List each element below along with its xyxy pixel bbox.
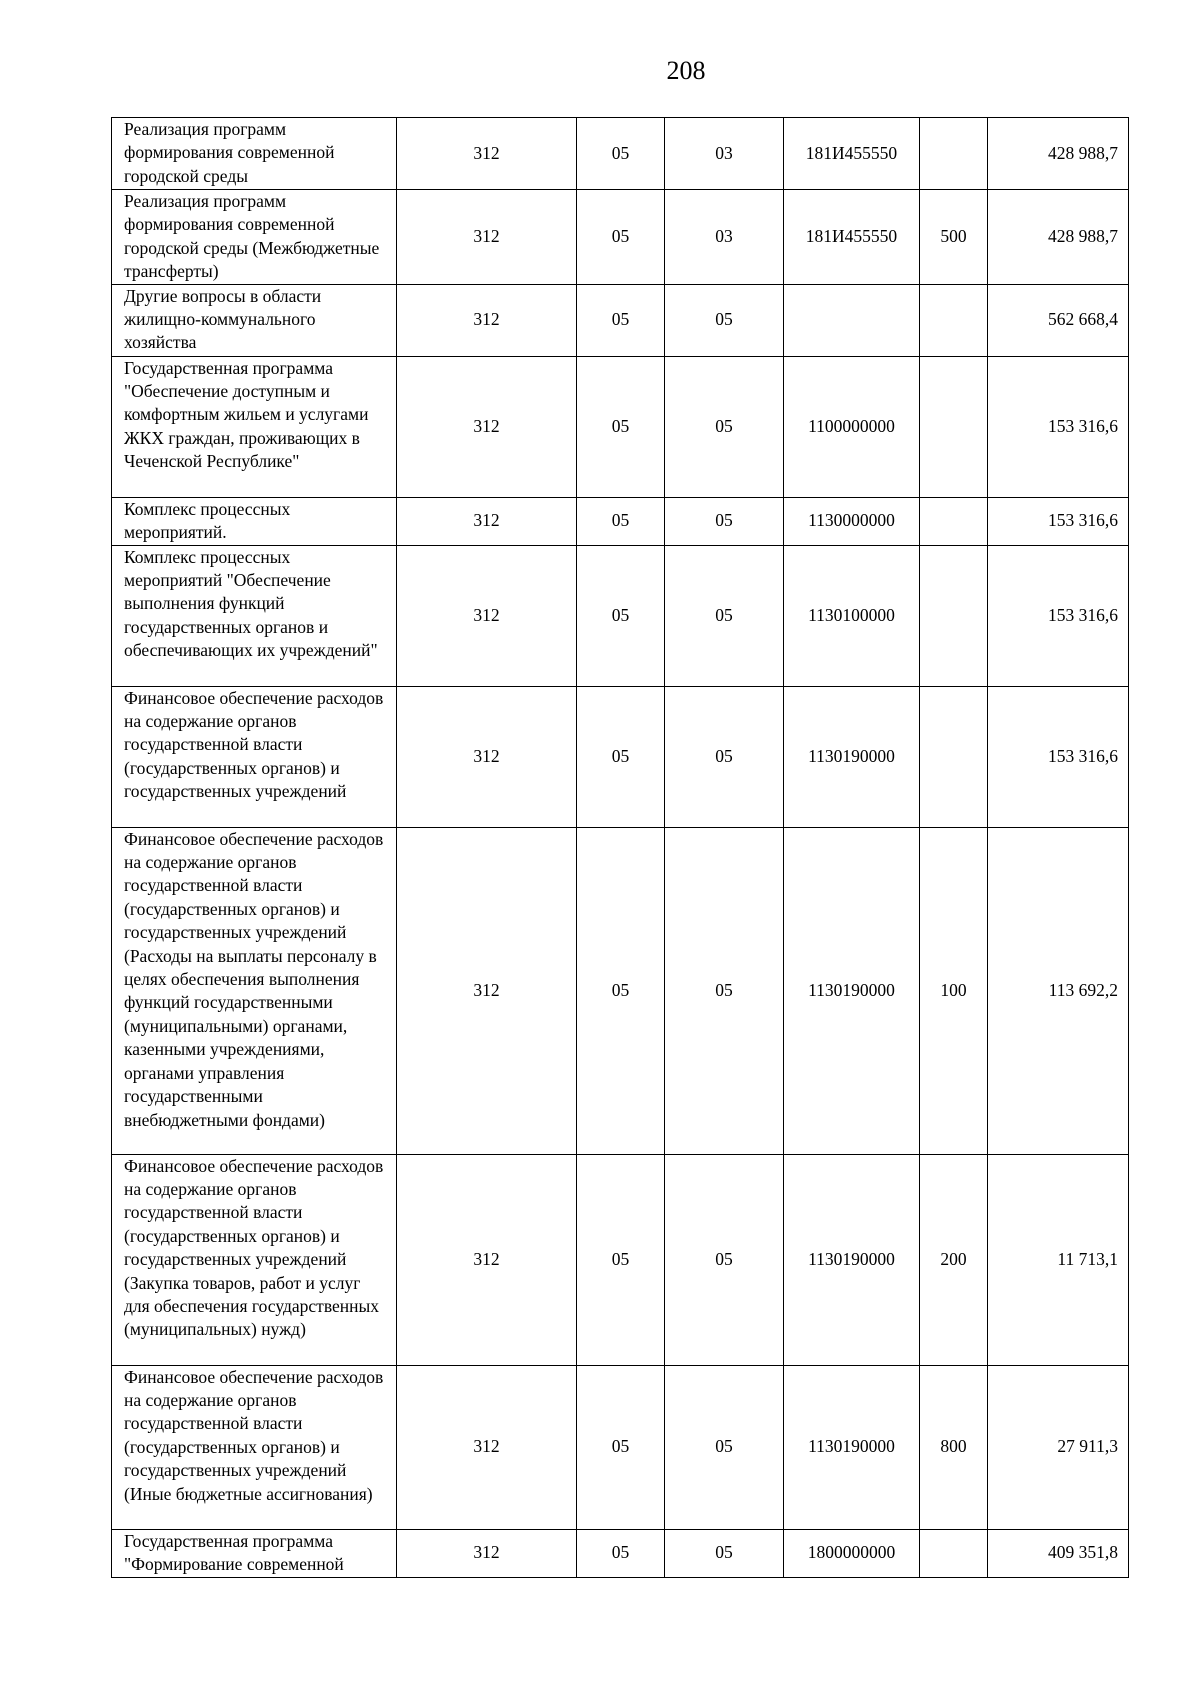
row-rz: 05 [577, 284, 665, 356]
row-vr [920, 686, 988, 827]
row-vr: 200 [920, 1154, 988, 1365]
row-csr: 1130100000 [784, 545, 920, 686]
row-rz: 05 [577, 686, 665, 827]
row-amount: 153 316,6 [988, 545, 1129, 686]
row-ved: 312 [397, 1154, 577, 1365]
row-pr: 05 [665, 1529, 784, 1577]
row-vr: 800 [920, 1365, 988, 1529]
row-name: Финансовое обеспечение расходов на содержание органов государственной власти (государственных органов) и государственных учреждений [112, 686, 397, 827]
row-name: Другие вопросы в области жилищно-коммунального хозяйства [112, 284, 397, 356]
row-csr [784, 284, 920, 356]
table-row [112, 356, 1129, 497]
row-pr: 05 [665, 1365, 784, 1529]
row-pr: 05 [665, 1154, 784, 1365]
row-vr [920, 356, 988, 497]
row-amount: 153 316,6 [988, 356, 1129, 497]
row-csr: 1130190000 [784, 1365, 920, 1529]
row-ved: 312 [397, 190, 577, 285]
row-amount: 428 988,7 [988, 190, 1129, 285]
row-pr: 05 [665, 827, 784, 1154]
table-row [112, 1529, 1129, 1577]
row-pr: 05 [665, 686, 784, 827]
row-name: Финансовое обеспечение расходов на содержание органов государственной власти (государственных органов) и государственных учреждений (Иные бюджетные ассигнования) [112, 1365, 397, 1529]
table-row [112, 190, 1129, 285]
row-name: Комплекс процессных мероприятий. [112, 497, 397, 545]
row-rz: 05 [577, 1365, 665, 1529]
row-csr: 1100000000 [784, 356, 920, 497]
table-row [112, 284, 1129, 356]
table-row [112, 545, 1129, 686]
budget-table-body [112, 118, 1129, 1578]
row-pr: 05 [665, 545, 784, 686]
row-pr: 03 [665, 118, 784, 190]
row-ved: 312 [397, 827, 577, 1154]
row-csr: 181И455550 [784, 118, 920, 190]
row-amount: 153 316,6 [988, 497, 1129, 545]
row-pr: 05 [665, 284, 784, 356]
row-csr: 1800000000 [784, 1529, 920, 1577]
row-ved: 312 [397, 356, 577, 497]
table-row [112, 118, 1129, 190]
row-ved: 312 [397, 284, 577, 356]
row-name: Реализация программ формирования современной городской среды (Межбюджетные трансферты) [112, 190, 397, 285]
row-name: Государственная программа "Формирование современной [112, 1529, 397, 1577]
row-amount: 11 713,1 [988, 1154, 1129, 1365]
row-ved: 312 [397, 118, 577, 190]
row-vr [920, 1529, 988, 1577]
table-row [112, 1154, 1129, 1365]
row-amount: 562 668,4 [988, 284, 1129, 356]
row-csr: 1130190000 [784, 686, 920, 827]
row-name: Реализация программ формирования современной городской среды [112, 118, 397, 190]
row-vr [920, 497, 988, 545]
row-amount: 153 316,6 [988, 686, 1129, 827]
row-amount: 409 351,8 [988, 1529, 1129, 1577]
row-pr: 03 [665, 190, 784, 285]
row-rz: 05 [577, 1154, 665, 1365]
row-rz: 05 [577, 356, 665, 497]
row-vr [920, 284, 988, 356]
row-name: Финансовое обеспечение расходов на содержание органов государственной власти (государственных органов) и государственных учреждений (Расходы на выплаты персоналу в целях обеспечения выполнения функций государственными (муниципальными) органами, казенными учреждениями, органами управления государственными внебюджетными фондами) [112, 827, 397, 1154]
row-pr: 05 [665, 497, 784, 545]
row-ved: 312 [397, 545, 577, 686]
row-ved: 312 [397, 1365, 577, 1529]
row-csr: 1130190000 [784, 827, 920, 1154]
row-csr: 1130000000 [784, 497, 920, 545]
row-ved: 312 [397, 497, 577, 545]
table-row [112, 497, 1129, 545]
budget-table [111, 117, 1129, 1578]
row-ved: 312 [397, 1529, 577, 1577]
row-vr: 100 [920, 827, 988, 1154]
row-vr [920, 118, 988, 190]
page-number: 208 [666, 56, 706, 85]
row-vr [920, 545, 988, 686]
row-rz: 05 [577, 190, 665, 285]
row-amount: 428 988,7 [988, 118, 1129, 190]
row-csr: 1130190000 [784, 1154, 920, 1365]
table-row [112, 827, 1129, 1154]
row-amount: 27 911,3 [988, 1365, 1129, 1529]
row-rz: 05 [577, 545, 665, 686]
table-row [112, 1365, 1129, 1529]
row-rz: 05 [577, 1529, 665, 1577]
table-row [112, 686, 1129, 827]
row-rz: 05 [577, 118, 665, 190]
row-csr: 181И455550 [784, 190, 920, 285]
row-pr: 05 [665, 356, 784, 497]
row-name: Государственная программа "Обеспечение доступным и комфортным жильем и услугами ЖКХ граждан, проживающих в Чеченской Республике" [112, 356, 397, 497]
row-name: Комплекс процессных мероприятий "Обеспечение выполнения функций государственных органов и обеспечивающих их учреждений" [112, 545, 397, 686]
row-rz: 05 [577, 497, 665, 545]
row-vr: 500 [920, 190, 988, 285]
row-name: Финансовое обеспечение расходов на содержание органов государственной власти (государственных органов) и государственных учреждений (Закупка товаров, работ и услуг для обеспечения государственных (муниципальных) нужд) [112, 1154, 397, 1365]
row-amount: 113 692,2 [988, 827, 1129, 1154]
row-ved: 312 [397, 686, 577, 827]
row-rz: 05 [577, 827, 665, 1154]
